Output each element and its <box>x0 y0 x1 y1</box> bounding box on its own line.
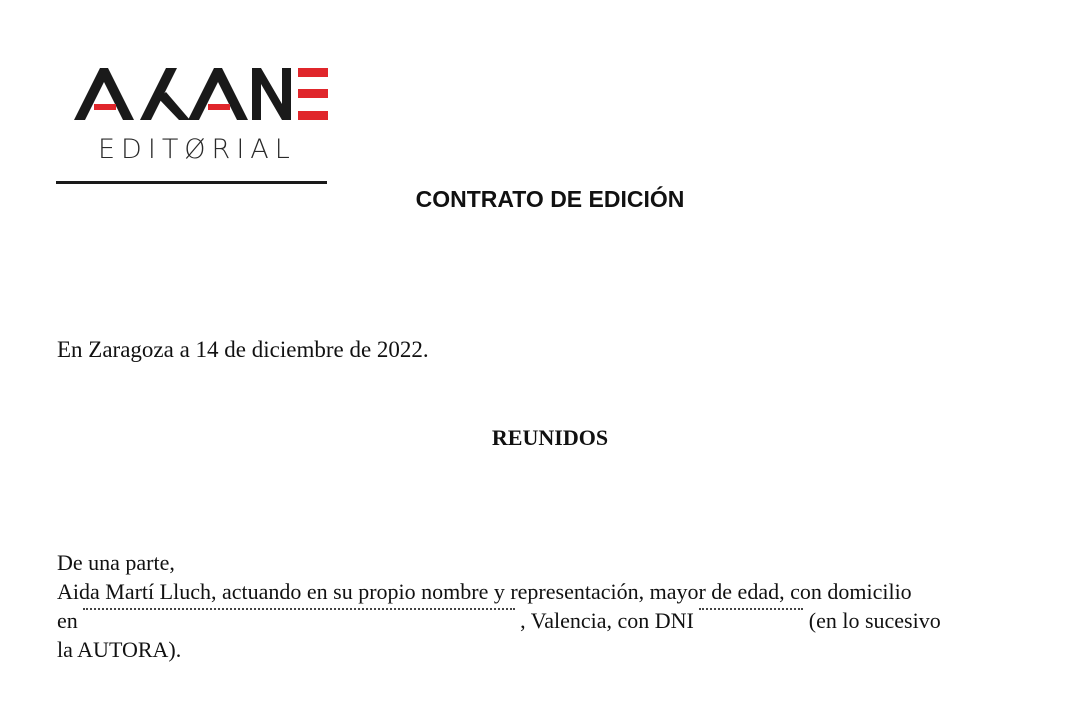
redacted-address <box>83 606 514 635</box>
akane-wordmark-logo <box>70 62 330 132</box>
paragraph-line-4: la AUTORA). <box>57 637 182 662</box>
paragraph-line-3-end: (en lo sucesivo <box>808 608 941 633</box>
logo-subtitle: EDITØRIAL <box>98 134 296 165</box>
paragraph-line-3 <box>57 606 1047 635</box>
header-divider <box>56 181 327 184</box>
place-date-line: En Zaragoza a 14 de diciembre de 2022. <box>57 337 429 362</box>
paragraph-line-1: De una parte, <box>57 550 175 575</box>
document-title: CONTRATO DE EDICIÓN <box>415 186 685 212</box>
section-heading-reunidos: REUNIDOS <box>491 425 609 450</box>
paragraph-line-2: Aida Martí Lluch, actuando en su propio nombre y representación, mayor de edad, con domicilio <box>57 579 912 604</box>
paragraph-line-3-start: en <box>57 608 78 633</box>
paragraph-line-3-city: , Valencia, con DNI <box>520 608 694 633</box>
redacted-dni <box>699 606 803 635</box>
parties-paragraph <box>57 548 1047 664</box>
publisher-logo <box>70 62 330 172</box>
